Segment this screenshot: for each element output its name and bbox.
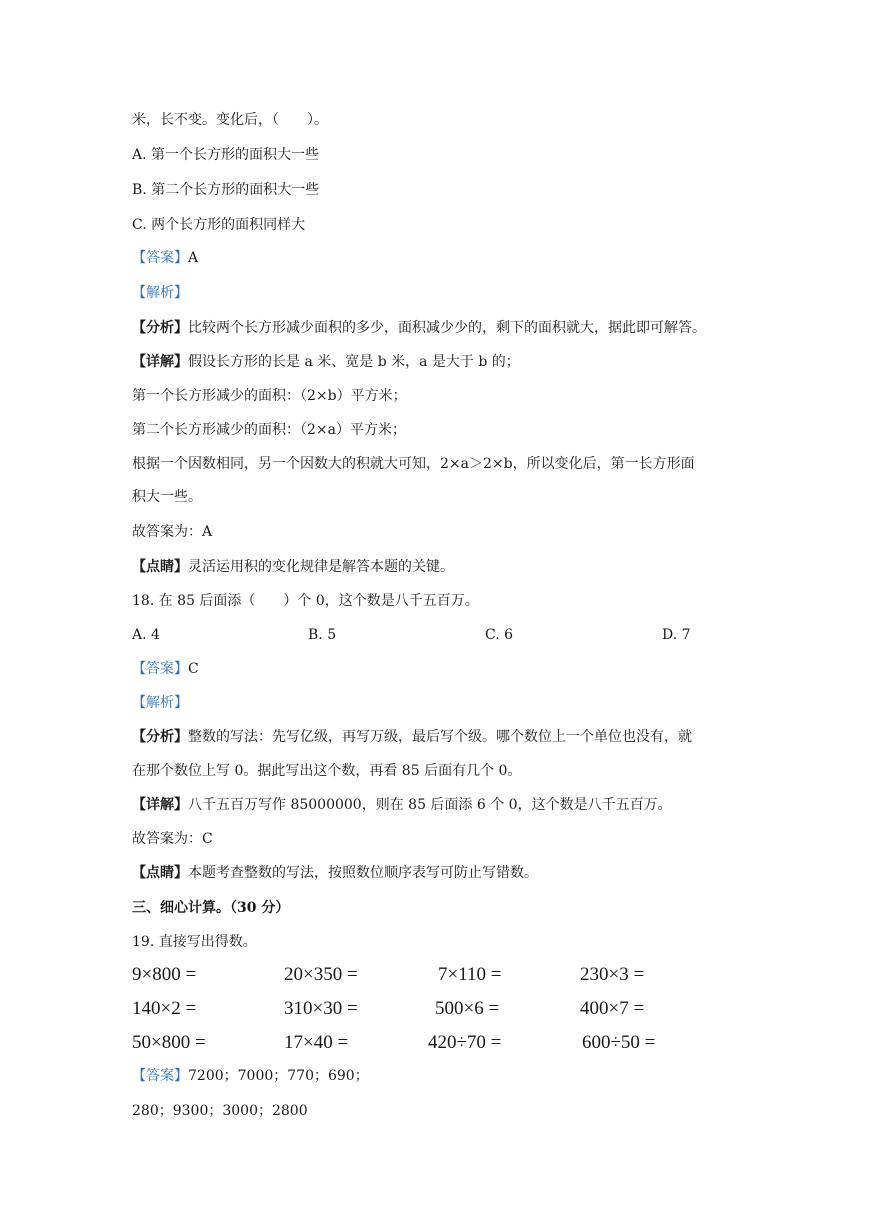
q17-text: 米，长不变。变化后，（ ）。 xyxy=(132,112,328,128)
calc-item: 7×110 = xyxy=(438,964,502,985)
calc-item: 230×3 = xyxy=(580,964,645,985)
q17-line4: 积大一些。 xyxy=(132,489,202,505)
dianjing-tag: 【点睛】 xyxy=(132,559,188,575)
q18-option-d: D. 7 xyxy=(662,627,691,643)
q18-option-c: C. 6 xyxy=(485,627,514,643)
calc-item: 600÷50 = xyxy=(582,1032,656,1053)
q17-xiangjie xyxy=(132,352,520,372)
q17-option-a: A. 第一个长方形的面积大一些 xyxy=(132,147,320,163)
answer-value: 7200；7000；770；690； xyxy=(188,1068,369,1084)
answer-tag: 【答案】 xyxy=(132,1068,188,1084)
calc-item: 500×6 = xyxy=(435,998,500,1019)
q18-answer xyxy=(132,659,199,679)
calc-item: 20×350 = xyxy=(284,964,358,985)
dianjing-text: 本题考查整数的写法，按照数位顺序表写可防止写错数。 xyxy=(188,865,538,881)
q18-xiangjie xyxy=(132,795,672,815)
q17-final: 故答案为：A xyxy=(132,524,213,540)
q17-line2: 第二个长方形减少的面积：（2×a）平方米； xyxy=(132,422,406,438)
calc-item: 420÷70 = xyxy=(428,1032,502,1053)
calc-item: 310×30 = xyxy=(284,998,358,1019)
answer-tag: 【答案】 xyxy=(132,661,188,677)
q18-question: 18. 在 85 后面添（ ）个 0，这个数是八千五百万。 xyxy=(132,593,479,609)
xiangjie-text: 八千五百万写作 85000000，则在 85 后面添 6 个 0，这个数是八千五百万。 xyxy=(188,797,672,813)
xiangjie-tag: 【详解】 xyxy=(132,354,188,370)
q18-analysis-tag: 【解析】 xyxy=(132,695,188,711)
q18-dianjing xyxy=(132,863,538,883)
fenxi-text: 比较两个长方形减少面积的多少，面积减少少的，剩下的面积就大，据此即可解答。 xyxy=(188,320,706,336)
q17-answer xyxy=(132,248,198,268)
q18-option-b: B. 5 xyxy=(308,627,337,643)
q17-fenxi xyxy=(132,318,706,338)
calc-item: 400×7 = xyxy=(580,998,645,1019)
dianjing-tag: 【点睛】 xyxy=(132,865,188,881)
fenxi-text: 整数的写法：先写亿级，再写万级，最后写个级。哪个数位上一个单位也没有，就 xyxy=(188,729,692,745)
answer-tag: 【答案】 xyxy=(132,250,188,266)
calc-item: 140×2 = xyxy=(132,998,197,1019)
q17-option-c: C. 两个长方形的面积同样大 xyxy=(132,217,306,233)
calc-item: 50×800 = xyxy=(132,1032,206,1053)
q17-option-b: B. 第二个长方形的面积大一些 xyxy=(132,182,320,198)
q18-final: 故答案为：C xyxy=(132,831,213,847)
q19-answer-line2: 280；9300；3000；2800 xyxy=(132,1103,308,1119)
answer-value: A xyxy=(188,250,199,266)
answer-value: C xyxy=(188,661,199,677)
q18-option-a: A. 4 xyxy=(132,627,160,643)
xiangjie-tag: 【详解】 xyxy=(132,797,188,813)
q17-line3: 根据一个因数相同，另一个因数大的积就大可知，2×a＞2×b，所以变化后，第一长方形面 xyxy=(132,456,695,472)
q17-line1: 第一个长方形减少的面积：（2×b）平方米； xyxy=(132,388,407,404)
fenxi-tag: 【分析】 xyxy=(132,320,188,336)
section-title: 三、细心计算。（30 分） xyxy=(132,900,290,916)
q19-question: 19. 直接写出得数。 xyxy=(132,934,257,950)
dianjing-text: 灵活运用积的变化规律是解答本题的关键。 xyxy=(188,559,454,575)
q17-analysis-tag: 【解析】 xyxy=(132,285,188,301)
q17-dianjing xyxy=(132,557,454,577)
q18-fenxi xyxy=(132,727,692,747)
calc-item: 9×800 = xyxy=(132,964,197,985)
q18-fenxi-line2: 在那个数位上写 0。据此写出这个数，再看 85 后面有几个 0。 xyxy=(132,763,522,779)
q19-answer xyxy=(132,1066,369,1086)
calc-item: 17×40 = xyxy=(284,1032,349,1053)
xiangjie-text: 假设长方形的长是 a 米、宽是 b 米，a 是大于 b 的； xyxy=(188,354,520,370)
fenxi-tag: 【分析】 xyxy=(132,729,188,745)
